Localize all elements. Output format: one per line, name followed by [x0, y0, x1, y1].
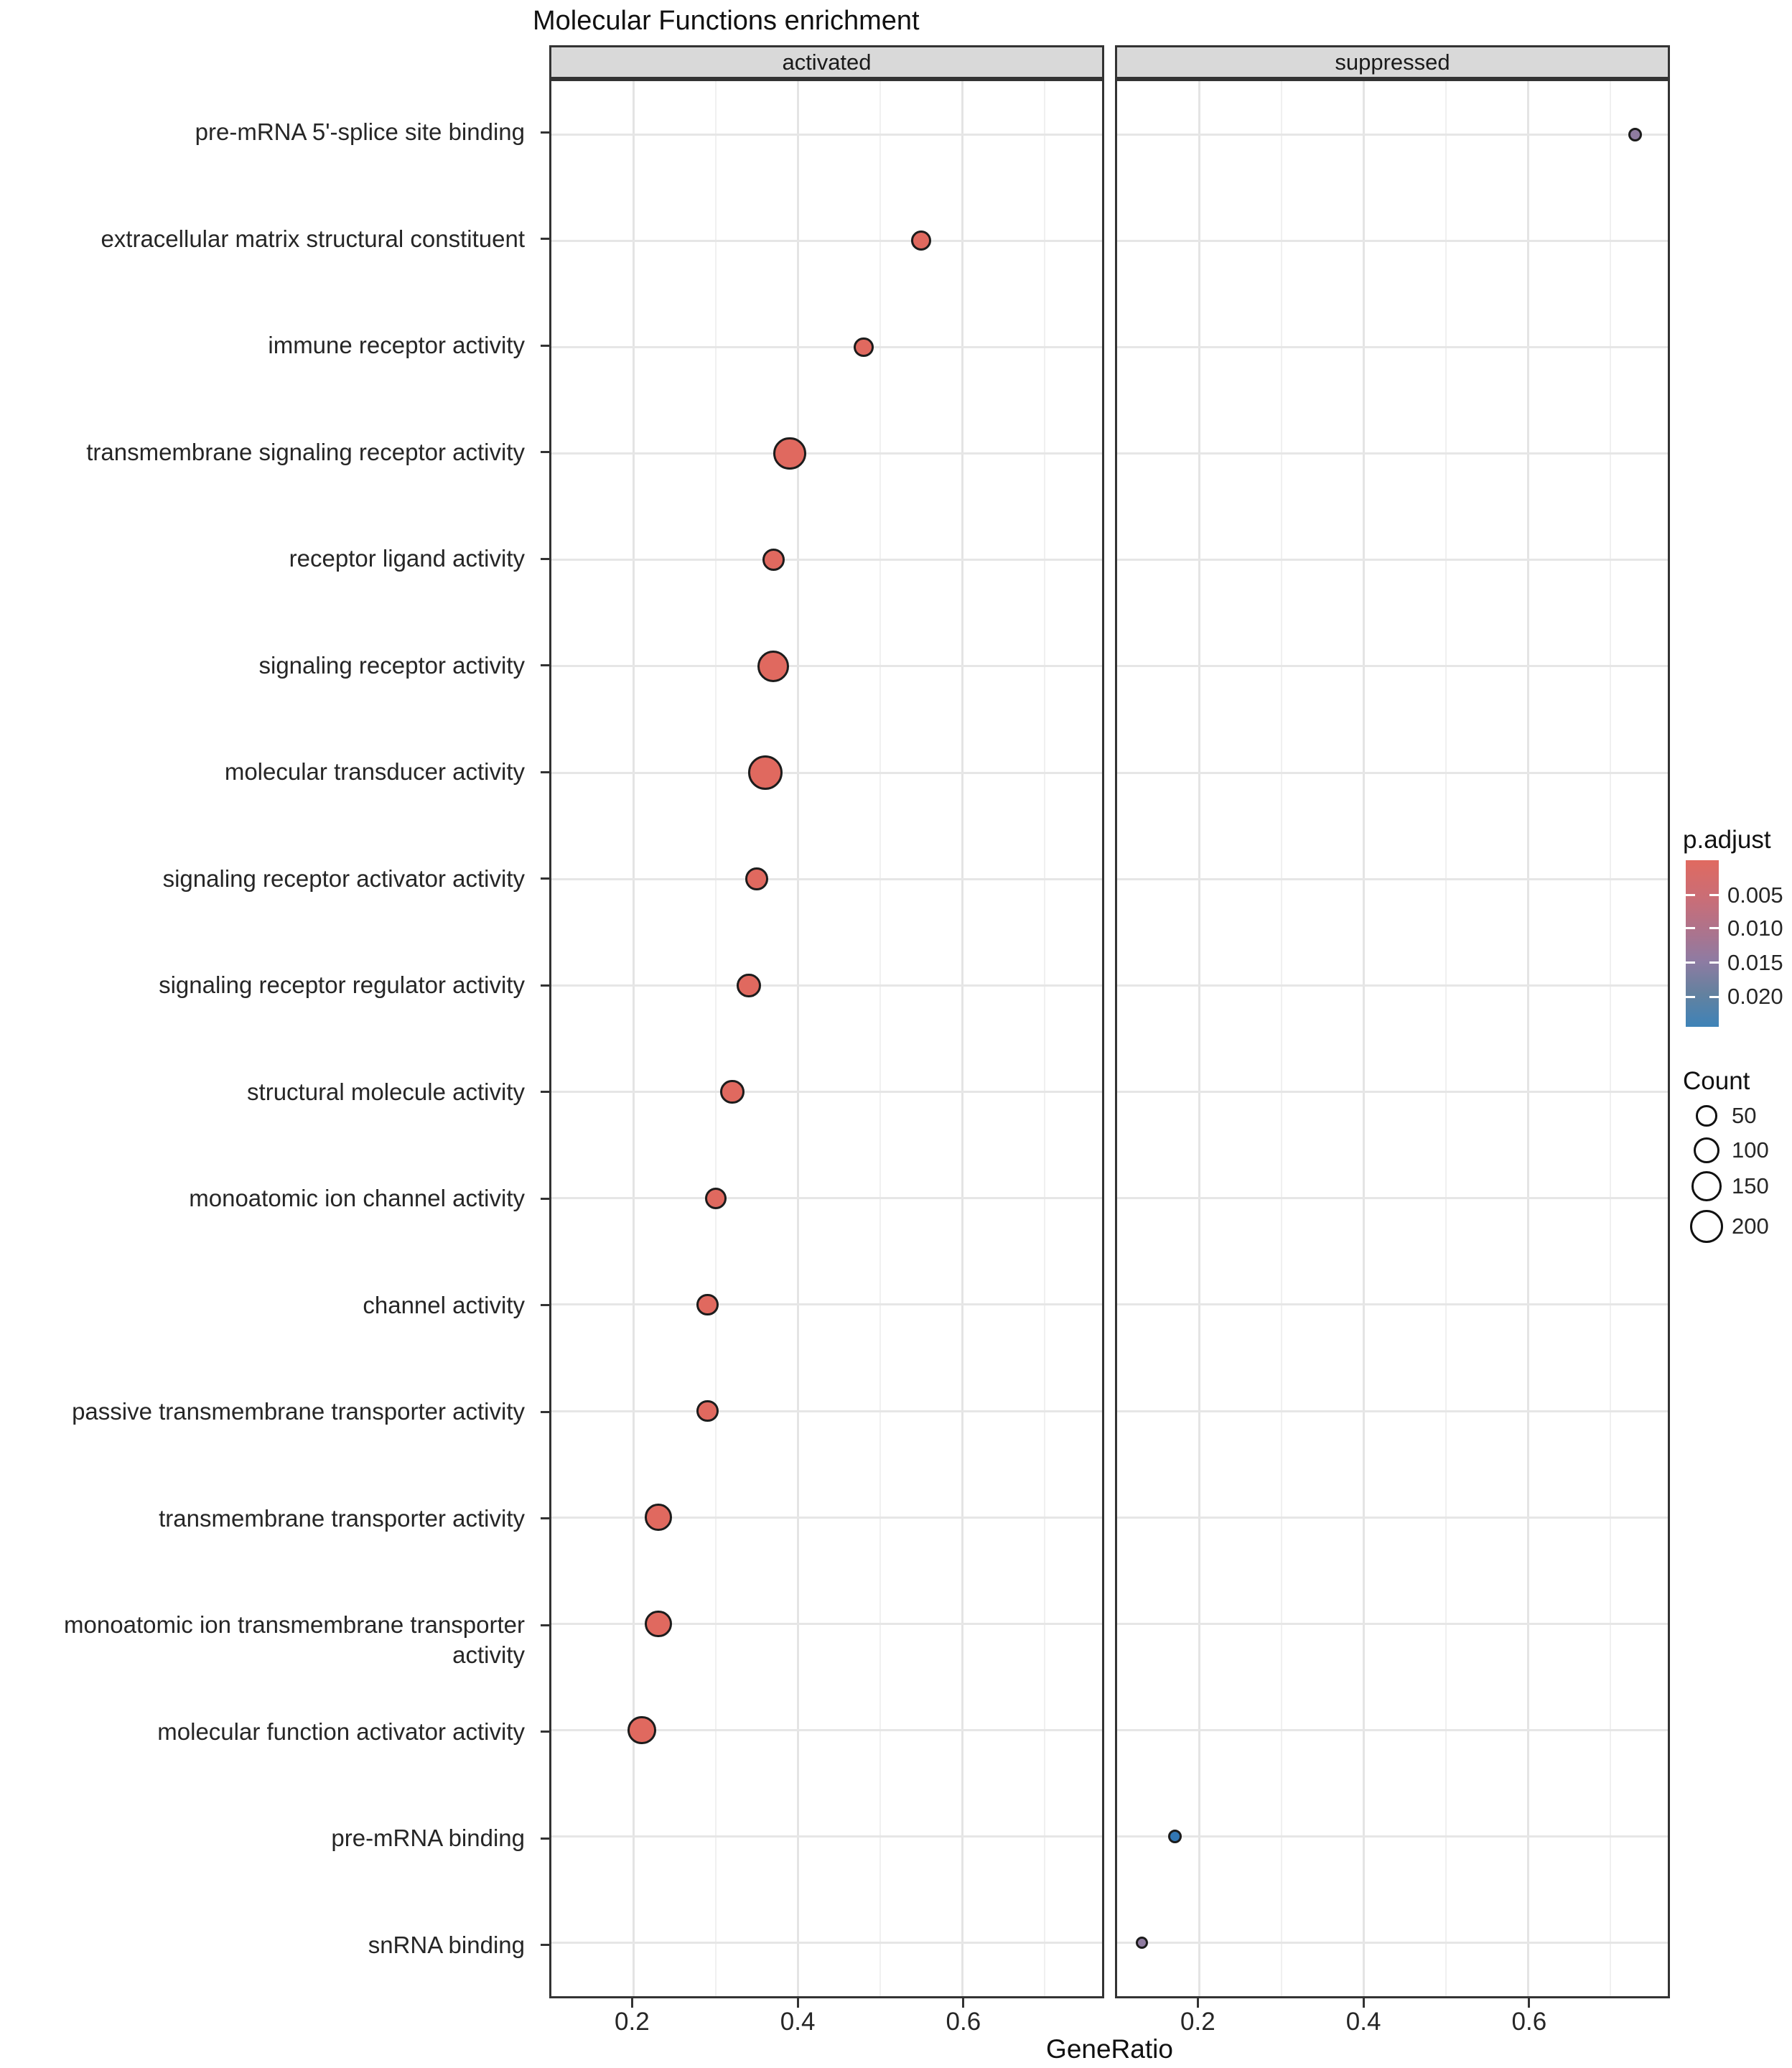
y-axis-tick: [541, 1411, 549, 1413]
y-axis-label: monoatomic ion transmembrane transporter activity: [64, 1611, 525, 1669]
y-axis-tick: [541, 1838, 549, 1840]
data-point: [854, 337, 873, 357]
grid-hline: [1117, 452, 1668, 455]
data-point: [1136, 1937, 1148, 1949]
data-point: [1168, 1830, 1182, 1843]
grid-hline: [1117, 1729, 1668, 1731]
grid-hline: [551, 346, 1102, 348]
grid-major-vline: [961, 81, 963, 1996]
x-axis-tick: [962, 1998, 964, 2008]
data-point: [911, 230, 931, 251]
y-axis-label: snRNA binding: [368, 1931, 525, 1958]
data-point: [645, 1611, 672, 1638]
y-axis-label: transmembrane signaling receptor activity: [86, 438, 525, 465]
panel-suppressed: [1115, 79, 1670, 1998]
y-axis-label: structural molecule activity: [247, 1078, 525, 1105]
data-point: [705, 1188, 727, 1209]
count-key-circle: [1691, 1171, 1722, 1201]
data-point: [773, 437, 806, 470]
grid-minor-vline: [715, 81, 717, 1996]
x-axis-tick: [1363, 1998, 1365, 2008]
grid-hline: [1117, 665, 1668, 667]
page-title: Molecular Functions enrichment: [533, 6, 920, 36]
padjust-tick-label: 0.015: [1727, 949, 1783, 975]
y-axis-label: molecular transducer activity: [224, 758, 525, 786]
grid-hline: [1117, 346, 1668, 348]
padjust-bar-tick: [1709, 961, 1719, 964]
y-axis-tick: [541, 131, 549, 134]
count-key-circle: [1696, 1105, 1717, 1126]
grid-minor-vline: [1445, 81, 1447, 1996]
grid-hline: [1117, 878, 1668, 880]
x-axis-tick: [1197, 1998, 1199, 2008]
data-point: [645, 1504, 672, 1531]
grid-major-vline: [797, 81, 799, 1996]
padjust-bar-tick: [1709, 894, 1719, 896]
padjust-bar-tick: [1686, 996, 1695, 998]
count-key-label: 100: [1732, 1137, 1769, 1163]
grid-hline: [551, 1091, 1102, 1093]
y-axis-label: pre-mRNA 5'-splice site binding: [195, 118, 525, 146]
grid-hline: [1117, 772, 1668, 774]
grid-hline: [551, 772, 1102, 774]
legend-count-title: Count: [1683, 1067, 1750, 1095]
y-axis-label: transmembrane transporter activity: [159, 1504, 525, 1532]
y-axis-label: channel activity: [363, 1291, 525, 1318]
y-axis-tick: [541, 1517, 549, 1519]
grid-hline: [551, 452, 1102, 455]
count-key-label: 200: [1732, 1214, 1769, 1239]
data-point: [720, 1080, 745, 1104]
grid-hline: [1117, 559, 1668, 561]
grid-hline: [551, 1410, 1102, 1412]
padjust-bar-tick: [1686, 894, 1695, 896]
y-axis-tick: [541, 1624, 549, 1626]
grid-hline: [551, 878, 1102, 880]
grid-minor-vline: [1044, 81, 1045, 1996]
y-axis-label: receptor ligand activity: [289, 545, 525, 572]
padjust-bar-tick: [1709, 996, 1719, 998]
padjust-tick-label: 0.010: [1727, 915, 1783, 941]
padjust-bar-tick: [1686, 927, 1695, 929]
grid-hline: [1117, 240, 1668, 242]
x-axis-tick: [631, 1998, 633, 2008]
padjust-tick-label: 0.020: [1727, 984, 1783, 1009]
y-axis-tick: [541, 771, 549, 773]
grid-hline: [1117, 134, 1668, 136]
y-axis-tick: [541, 345, 549, 347]
count-key-label: 150: [1732, 1173, 1769, 1198]
grid-hline: [551, 1835, 1102, 1838]
data-point: [696, 1400, 718, 1422]
y-axis-tick: [541, 1731, 549, 1733]
y-axis-label: molecular function activator activity: [157, 1718, 525, 1745]
padjust-gradient-bar: [1686, 860, 1719, 1027]
y-axis-label: signaling receptor activator activity: [162, 865, 525, 892]
grid-hline: [551, 1942, 1102, 1944]
y-axis-tick: [541, 1198, 549, 1200]
data-point: [757, 651, 789, 682]
grid-hline: [1117, 1091, 1668, 1093]
x-axis-tick: [1528, 1998, 1530, 2008]
grid-hline: [551, 984, 1102, 987]
y-axis-tick: [541, 664, 549, 666]
grid-hline: [551, 1623, 1102, 1625]
y-axis-label: monoatomic ion channel activity: [189, 1185, 525, 1212]
y-axis-tick: [541, 451, 549, 453]
facet-strip-activated: [549, 45, 1104, 79]
y-axis-tick: [541, 1091, 549, 1093]
y-axis-tick: [541, 984, 549, 987]
grid-hline: [1117, 1623, 1668, 1625]
grid-hline: [551, 559, 1102, 561]
facet-strip-activated-label: activated: [782, 49, 872, 75]
y-axis-tick: [541, 238, 549, 240]
legend-padjust-title: p.adjust: [1683, 826, 1771, 854]
padjust-bar-tick: [1709, 927, 1719, 929]
data-point: [696, 1294, 718, 1315]
x-axis-tick-label: 0.6: [946, 2008, 981, 2036]
grid-minor-vline: [1610, 81, 1611, 1996]
data-point: [1628, 128, 1642, 141]
grid-hline: [1117, 1303, 1668, 1305]
grid-hline: [1117, 1517, 1668, 1519]
grid-major-vline: [1527, 81, 1529, 1996]
grid-hline: [551, 665, 1102, 667]
grid-hline: [551, 240, 1102, 242]
grid-hline: [1117, 1410, 1668, 1412]
x-axis-tick-label: 0.4: [1345, 2008, 1381, 2036]
grid-major-vline: [633, 81, 635, 1996]
padjust-bar-tick: [1686, 961, 1695, 964]
y-axis-tick: [541, 558, 549, 560]
grid-hline: [1117, 1942, 1668, 1944]
y-axis-label: signaling receptor activity: [258, 651, 525, 679]
grid-major-vline: [1198, 81, 1200, 1996]
grid-hline: [1117, 1835, 1668, 1838]
count-key-circle: [1690, 1210, 1723, 1243]
grid-minor-vline: [1281, 81, 1282, 1996]
x-axis-title: GeneRatio: [1046, 2034, 1173, 2064]
y-axis-label: passive transmembrane transporter activity: [72, 1398, 525, 1425]
data-point: [745, 867, 768, 890]
y-axis-tick: [541, 1944, 549, 1946]
data-point: [762, 549, 785, 571]
x-axis-tick: [797, 1998, 799, 2008]
grid-minor-vline: [879, 81, 881, 1996]
data-point: [627, 1716, 656, 1745]
y-axis-tick: [541, 877, 549, 880]
x-axis-tick-label: 0.4: [780, 2008, 816, 2036]
y-axis-label: pre-mRNA binding: [331, 1825, 525, 1852]
y-axis-label: signaling receptor regulator activity: [159, 972, 525, 999]
data-point: [748, 755, 783, 790]
y-axis-tick: [541, 1304, 549, 1306]
grid-major-vline: [1363, 81, 1365, 1996]
facet-strip-suppressed-label: suppressed: [1335, 49, 1450, 75]
x-axis-tick-label: 0.2: [615, 2008, 650, 2036]
data-point: [737, 974, 761, 998]
x-axis-tick-label: 0.2: [1180, 2008, 1215, 2036]
count-key-circle: [1694, 1137, 1719, 1163]
panel-activated: [549, 79, 1104, 1998]
grid-hline: [1117, 1197, 1668, 1199]
grid-hline: [551, 134, 1102, 136]
grid-hline: [551, 1517, 1102, 1519]
grid-hline: [1117, 984, 1668, 987]
grid-hline: [551, 1197, 1102, 1199]
y-axis-label: extracellular matrix structural constituent: [101, 225, 525, 252]
padjust-tick-label: 0.005: [1727, 882, 1783, 908]
x-axis-tick-label: 0.6: [1511, 2008, 1547, 2036]
y-axis-label: immune receptor activity: [268, 332, 525, 359]
grid-hline: [551, 1303, 1102, 1305]
facet-strip-suppressed: [1115, 45, 1670, 79]
count-key-label: 50: [1732, 1103, 1757, 1128]
